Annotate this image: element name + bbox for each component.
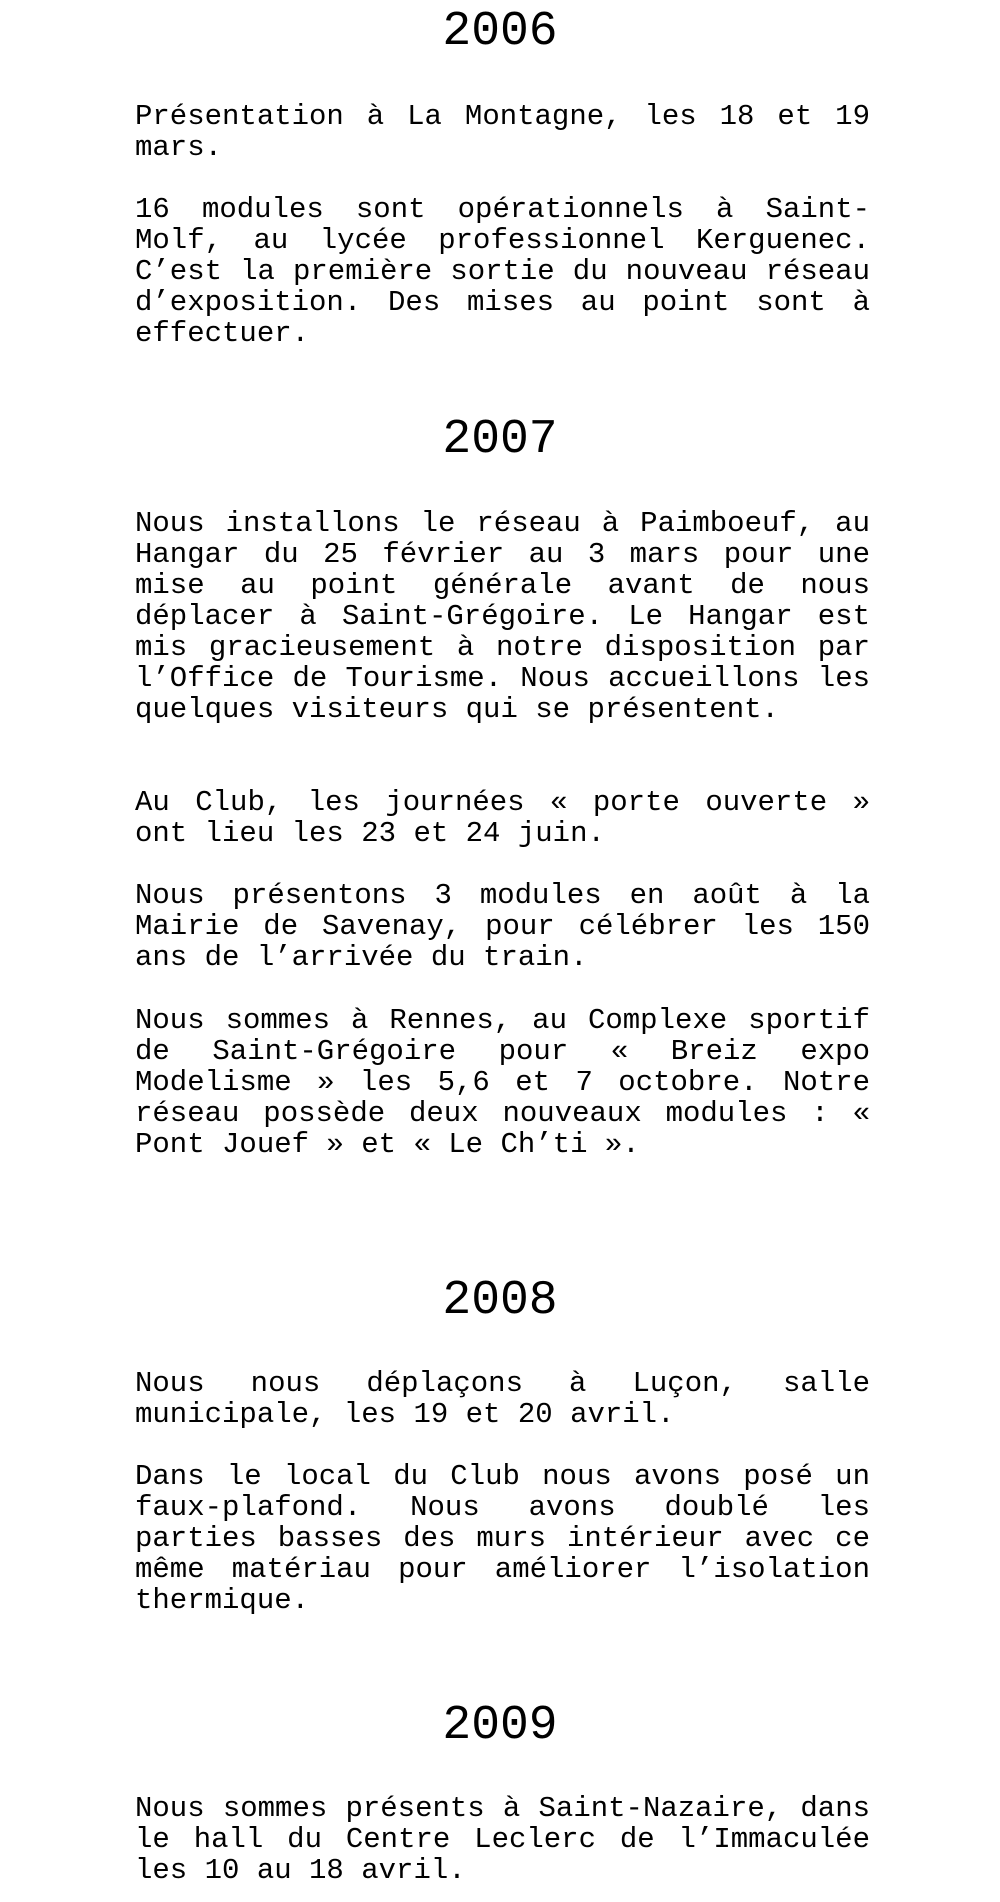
year-heading-2006: 2006 [442, 5, 558, 59]
paragraph-2006-2: 16 modules sont opérationnels à Saint-Molf, au lycée professionnel Kerguenec. C’est la première sortie du nouveau réseau d’exposition. Des mises au point sont à effectuer. [135, 193, 870, 350]
year-heading-2007: 2007 [442, 413, 558, 467]
year-heading-2008: 2008 [442, 1274, 558, 1328]
paragraph-2007-2: Au Club, les journées « porte ouverte » ont lieu les 23 et 24 juin. [135, 786, 870, 850]
paragraph-2007-4: Nous sommes à Rennes, au Complexe sportif de Saint-Grégoire pour « Breiz expo Modelisme » les 5,6 et 7 octobre. Notre réseau possède deux nouveaux modules : « Pont Jouef » et « Le Ch’ti ». [135, 1004, 870, 1161]
paragraph-2008-1: Nous nous déplaçons à Luçon, salle municipale, les 19 et 20 avril. [135, 1367, 870, 1431]
paragraph-2007-3: Nous présentons 3 modules en août à la Mairie de Savenay, pour célébrer les 150 ans de l’arrivée du train. [135, 879, 870, 974]
paragraph-2006-1: Présentation à La Montagne, les 18 et 19 mars. [135, 100, 870, 164]
year-heading-2009: 2009 [442, 1699, 558, 1753]
paragraph-2007-1: Nous installons le réseau à Paimboeuf, au Hangar du 25 février au 3 mars pour une mise au point générale avant de nous déplacer à Saint-Grégoire. Le Hangar est mis gracieusement à notre disposition par l’Office de Tourisme. Nous accueillons les quelques visiteurs qui se présentent. [135, 507, 870, 726]
paragraph-2008-2: Dans le local du Club nous avons posé un faux-plafond. Nous avons doublé les parties basses des murs intérieur avec ce même matériau pour améliorer l’isolation thermique. [135, 1460, 870, 1617]
paragraph-2009-1: Nous sommes présents à Saint-Nazaire, dans le hall du Centre Leclerc de l’Immaculée les 10 au 18 avril. [135, 1792, 870, 1887]
